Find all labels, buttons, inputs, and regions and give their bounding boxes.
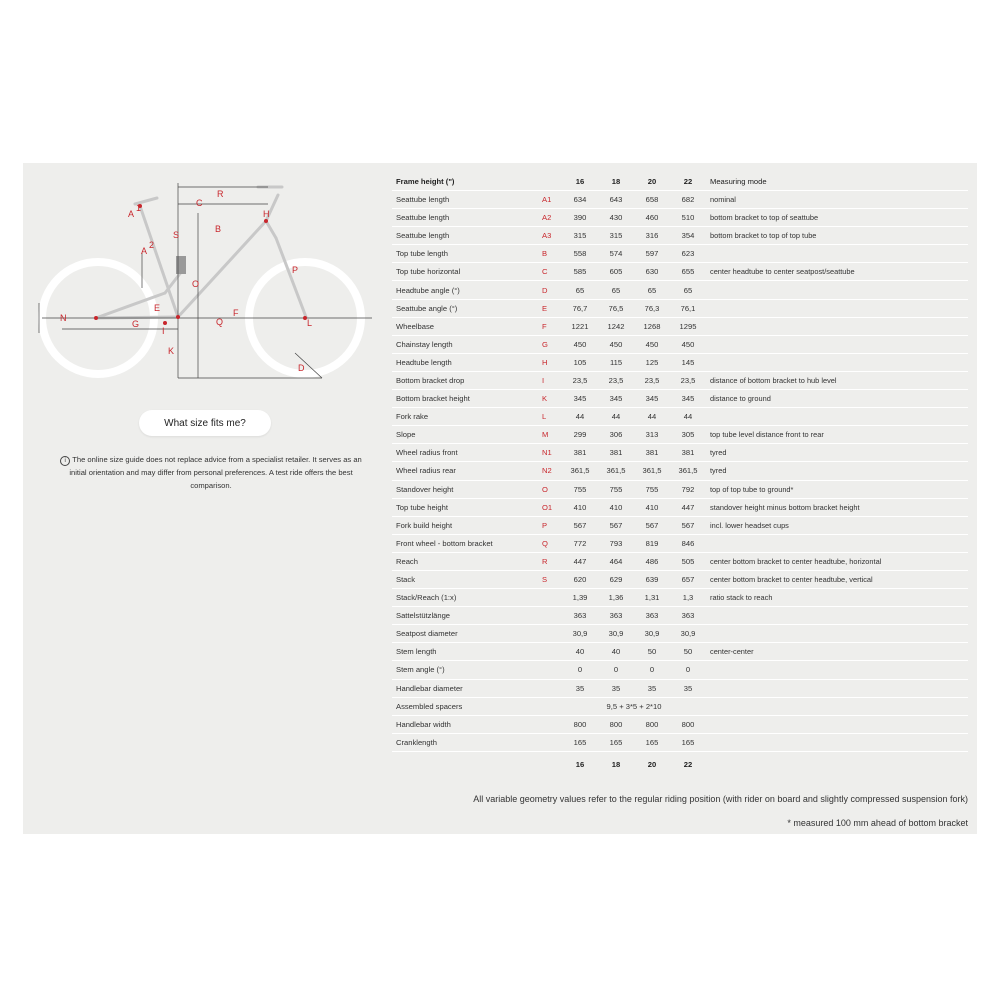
row-value: 0 (562, 661, 598, 679)
row-label: Standover height (392, 480, 538, 498)
row-value: 410 (598, 498, 634, 516)
row-value: 800 (598, 715, 634, 733)
bike-geometry-diagram (32, 173, 372, 388)
row-value: 23,5 (670, 371, 706, 389)
row-code: Q (538, 534, 562, 552)
row-value: 44 (670, 408, 706, 426)
row-label: Headtube angle (°) (392, 281, 538, 299)
table-row (392, 697, 968, 715)
row-value: 345 (562, 390, 598, 408)
row-value: 1242 (598, 317, 634, 335)
row-label: Seattube length (392, 191, 538, 209)
row-code (538, 607, 562, 625)
row-code (538, 715, 562, 733)
table-footer-row (392, 751, 968, 778)
row-description (706, 661, 968, 679)
row-value: 23,5 (598, 371, 634, 389)
table-row (392, 715, 968, 733)
table-row (392, 209, 968, 227)
header-size: 22 (670, 172, 706, 191)
row-description (706, 335, 968, 353)
row-value: 772 (562, 534, 598, 552)
row-value: 105 (562, 353, 598, 371)
row-description (706, 733, 968, 751)
table-row (392, 317, 968, 335)
row-description (706, 697, 968, 715)
row-value: 800 (562, 715, 598, 733)
label-D: D (298, 363, 305, 373)
row-code: B (538, 245, 562, 263)
table-row (392, 498, 968, 516)
label-A2: A (141, 246, 148, 256)
row-value: 361,5 (670, 462, 706, 480)
row-value: 381 (598, 444, 634, 462)
table-row (392, 263, 968, 281)
label-P: P (292, 265, 299, 275)
row-value: 390 (562, 209, 598, 227)
row-description (706, 281, 968, 299)
row-code: C (538, 263, 562, 281)
label-S: S (173, 230, 180, 240)
row-code: O1 (538, 498, 562, 516)
row-value: 1221 (562, 317, 598, 335)
row-label: Slope (392, 426, 538, 444)
row-label: Stem angle (°) (392, 661, 538, 679)
row-value: 1,36 (598, 589, 634, 607)
row-value: 305 (670, 426, 706, 444)
row-description: top of top tube to ground* (706, 480, 968, 498)
row-value: 65 (634, 281, 670, 299)
row-value: 558 (562, 245, 598, 263)
row-description (706, 607, 968, 625)
row-value: 381 (562, 444, 598, 462)
row-value: 643 (598, 191, 634, 209)
row-value: 1295 (670, 317, 706, 335)
row-value: 0 (634, 661, 670, 679)
row-code (538, 661, 562, 679)
row-code: R (538, 552, 562, 570)
row-description (706, 299, 968, 317)
row-value: 1268 (634, 317, 670, 335)
row-label: Seattube angle (°) (392, 299, 538, 317)
table-row (392, 480, 968, 498)
row-value: 44 (562, 408, 598, 426)
footer-size: 20 (647, 760, 657, 770)
row-value: 381 (634, 444, 670, 462)
row-value: 65 (598, 281, 634, 299)
label-L: L (307, 318, 313, 328)
row-value: 655 (670, 263, 706, 281)
row-value: 447 (562, 552, 598, 570)
row-label: Fork rake (392, 408, 538, 426)
row-description (706, 408, 968, 426)
row-value: 354 (670, 227, 706, 245)
row-label: Top tube horizontal (392, 263, 538, 281)
row-description: tyred (706, 462, 968, 480)
row-code: A3 (538, 227, 562, 245)
row-description (706, 625, 968, 643)
row-label: Sattelstützlänge (392, 607, 538, 625)
row-value: 792 (670, 480, 706, 498)
row-value: 23,5 (634, 371, 670, 389)
table-row (392, 390, 968, 408)
row-label: Handlebar diameter (392, 679, 538, 697)
row-value: 819 (634, 534, 670, 552)
disclaimer-text: The online size guide does not replace advice from a specialist retailer. It serves as an initial orientation and may differ from personal preferences. A test ride offers the best comparison. (69, 455, 362, 490)
row-value: 315 (598, 227, 634, 245)
row-description (706, 317, 968, 335)
row-code: L (538, 408, 562, 426)
table-row (392, 191, 968, 209)
row-description (706, 353, 968, 371)
row-value: 800 (670, 715, 706, 733)
table-row (392, 552, 968, 570)
row-value: 634 (562, 191, 598, 209)
row-value: 1,3 (670, 589, 706, 607)
table-row (392, 281, 968, 299)
row-value: 567 (670, 516, 706, 534)
row-value: 30,9 (562, 625, 598, 643)
row-description: center bottom bracket to center headtube, horizontal (706, 552, 968, 570)
table-row (392, 534, 968, 552)
label-A1: A (128, 209, 135, 219)
row-value: 65 (562, 281, 598, 299)
table-row (392, 408, 968, 426)
row-code: S (538, 570, 562, 588)
row-value: 623 (670, 245, 706, 263)
row-value: 800 (634, 715, 670, 733)
row-value: 361,5 (634, 462, 670, 480)
table-row (392, 371, 968, 389)
row-description (706, 534, 968, 552)
geometry-table (392, 172, 968, 778)
label-C: C (196, 198, 203, 208)
row-value-span: 9,5 + 3*5 + 2*10 (562, 697, 706, 715)
row-value: 363 (670, 607, 706, 625)
row-value: 363 (562, 607, 598, 625)
row-description: distance to ground (706, 390, 968, 408)
table-row (392, 589, 968, 607)
row-value: 567 (562, 516, 598, 534)
footer-blank (392, 751, 538, 778)
row-label: Wheel radius front (392, 444, 538, 462)
row-value: 755 (634, 480, 670, 498)
row-value: 313 (634, 426, 670, 444)
row-value: 361,5 (598, 462, 634, 480)
row-value: 0 (670, 661, 706, 679)
row-label: Handlebar width (392, 715, 538, 733)
label-E: E (154, 303, 161, 313)
row-value: 35 (670, 679, 706, 697)
table-row (392, 679, 968, 697)
row-code: G (538, 335, 562, 353)
row-code (538, 625, 562, 643)
what-size-fits-me-button[interactable]: What size fits me? (139, 410, 271, 436)
row-value: 165 (598, 733, 634, 751)
row-code (538, 697, 562, 715)
row-label: Wheelbase (392, 317, 538, 335)
row-value: 315 (562, 227, 598, 245)
row-value: 567 (598, 516, 634, 534)
table-row (392, 625, 968, 643)
row-value: 30,9 (634, 625, 670, 643)
row-value: 0 (598, 661, 634, 679)
row-value: 76,3 (634, 299, 670, 317)
row-value: 755 (598, 480, 634, 498)
row-label: Chainstay length (392, 335, 538, 353)
shock (176, 256, 186, 274)
row-label: Seattube length (392, 227, 538, 245)
table-row (392, 245, 968, 263)
row-value: 682 (670, 191, 706, 209)
row-value: 793 (598, 534, 634, 552)
row-value: 345 (598, 390, 634, 408)
row-code: F (538, 317, 562, 335)
row-value: 486 (634, 552, 670, 570)
row-description: ratio stack to reach (706, 589, 968, 607)
row-value: 846 (670, 534, 706, 552)
table-header-row (392, 172, 968, 191)
row-value: 125 (634, 353, 670, 371)
table-row (392, 570, 968, 588)
row-code (538, 733, 562, 751)
row-code (538, 679, 562, 697)
row-code: D (538, 281, 562, 299)
row-value: 316 (634, 227, 670, 245)
row-value: 460 (634, 209, 670, 227)
row-value: 76,5 (598, 299, 634, 317)
row-code: A1 (538, 191, 562, 209)
row-value: 76,7 (562, 299, 598, 317)
row-code: O (538, 480, 562, 498)
row-value: 44 (598, 408, 634, 426)
row-value: 620 (562, 570, 598, 588)
label-F: F (233, 308, 239, 318)
row-value: 23,5 (562, 371, 598, 389)
row-value: 145 (670, 353, 706, 371)
row-value: 755 (562, 480, 598, 498)
row-value: 1,31 (634, 589, 670, 607)
row-value: 450 (562, 335, 598, 353)
row-label: Stack/Reach (1:x) (392, 589, 538, 607)
row-description: center bottom bracket to center headtube, vertical (706, 570, 968, 588)
row-code (538, 589, 562, 607)
row-label: Bottom bracket height (392, 390, 538, 408)
row-value: 35 (598, 679, 634, 697)
row-value: 363 (634, 607, 670, 625)
header-code-blank (538, 172, 562, 191)
row-value: 345 (670, 390, 706, 408)
row-value: 165 (670, 733, 706, 751)
row-description: bottom bracket to top of seattube (706, 209, 968, 227)
row-description: center-center (706, 643, 968, 661)
header-size: 18 (598, 172, 634, 191)
label-N: N (60, 313, 67, 323)
row-value: 115 (598, 353, 634, 371)
row-value: 363 (598, 607, 634, 625)
row-value: 430 (598, 209, 634, 227)
footer-size: 18 (611, 760, 621, 770)
table-row (392, 607, 968, 625)
footer-blank (538, 751, 562, 778)
disclaimer (52, 453, 370, 492)
row-value: 450 (634, 335, 670, 353)
row-label: Bottom bracket drop (392, 371, 538, 389)
row-code: N2 (538, 462, 562, 480)
row-value: 639 (634, 570, 670, 588)
info-icon: i (60, 456, 70, 466)
row-value: 381 (670, 444, 706, 462)
row-label: Cranklength (392, 733, 538, 751)
label-I: I (162, 326, 165, 336)
row-description: incl. lower headset cups (706, 516, 968, 534)
variable-values-note: All variable geometry values refer to the regular riding position (with rider on board and slightly compressed suspension fork) (473, 794, 968, 804)
label-G: G (132, 319, 140, 329)
row-code: M (538, 426, 562, 444)
table-row (392, 643, 968, 661)
row-value: 657 (670, 570, 706, 588)
header-frame-height: Frame height (") (392, 172, 538, 191)
table-row (392, 462, 968, 480)
row-label: Top tube height (392, 498, 538, 516)
table-row (392, 444, 968, 462)
row-code: K (538, 390, 562, 408)
row-description (706, 245, 968, 263)
row-description: tyred (706, 444, 968, 462)
label-H: H (263, 209, 270, 219)
row-value: 165 (562, 733, 598, 751)
row-value: 574 (598, 245, 634, 263)
row-description: nominal (706, 191, 968, 209)
header-size: 20 (634, 172, 670, 191)
row-value: 629 (598, 570, 634, 588)
row-description: standover height minus bottom bracket height (706, 498, 968, 516)
row-value: 30,9 (598, 625, 634, 643)
row-description: distance of bottom bracket to hub level (706, 371, 968, 389)
row-value: 44 (634, 408, 670, 426)
row-value: 50 (670, 643, 706, 661)
table-row (392, 661, 968, 679)
label-B: B (215, 224, 222, 234)
label-K: K (168, 346, 175, 356)
row-value: 510 (670, 209, 706, 227)
table-row (392, 733, 968, 751)
row-value: 40 (598, 643, 634, 661)
row-value: 447 (670, 498, 706, 516)
row-value: 1,39 (562, 589, 598, 607)
footer-size: 22 (683, 760, 693, 770)
row-description (706, 679, 968, 697)
row-code: E (538, 299, 562, 317)
row-value: 410 (634, 498, 670, 516)
row-value: 464 (598, 552, 634, 570)
row-value: 597 (634, 245, 670, 263)
row-value: 40 (562, 643, 598, 661)
label-Q: Q (216, 317, 224, 327)
table-row (392, 516, 968, 534)
row-value: 630 (634, 263, 670, 281)
measured-note: * measured 100 mm ahead of bottom bracket (787, 818, 968, 828)
row-value: 65 (670, 281, 706, 299)
table-row (392, 353, 968, 371)
row-value: 585 (562, 263, 598, 281)
row-value: 361,5 (562, 462, 598, 480)
row-code: I (538, 371, 562, 389)
row-label: Wheel radius rear (392, 462, 538, 480)
row-value: 165 (634, 733, 670, 751)
footer-size: 16 (575, 760, 585, 770)
row-value: 76,1 (670, 299, 706, 317)
row-code (538, 643, 562, 661)
row-description (706, 715, 968, 733)
row-description: center headtube to center seatpost/seattube (706, 263, 968, 281)
row-label: Seatpost diameter (392, 625, 538, 643)
label-A1-sup: 1 (136, 203, 142, 213)
row-label: Assembled spacers (392, 697, 538, 715)
label-O: O (192, 279, 200, 289)
row-value: 450 (670, 335, 706, 353)
row-code: N1 (538, 444, 562, 462)
row-label: Front wheel - bottom bracket (392, 534, 538, 552)
row-description: bottom bracket to top of top tube (706, 227, 968, 245)
row-label: Stem length (392, 643, 538, 661)
row-value: 345 (634, 390, 670, 408)
row-label: Headtube length (392, 353, 538, 371)
row-value: 306 (598, 426, 634, 444)
row-code: P (538, 516, 562, 534)
row-value: 605 (598, 263, 634, 281)
row-label: Reach (392, 552, 538, 570)
row-value: 410 (562, 498, 598, 516)
row-value: 450 (598, 335, 634, 353)
row-value: 50 (634, 643, 670, 661)
row-label: Fork build height (392, 516, 538, 534)
header-measuring-mode: Measuring mode (706, 172, 968, 191)
row-label: Top tube length (392, 245, 538, 263)
row-value: 30,9 (670, 625, 706, 643)
row-value: 658 (634, 191, 670, 209)
row-value: 567 (634, 516, 670, 534)
table-row (392, 227, 968, 245)
row-value: 299 (562, 426, 598, 444)
row-description: top tube level distance front to rear (706, 426, 968, 444)
footer-blank (706, 751, 968, 778)
table-row (392, 335, 968, 353)
row-label: Stack (392, 570, 538, 588)
row-value: 35 (634, 679, 670, 697)
row-label: Seattube length (392, 209, 538, 227)
table-row (392, 426, 968, 444)
label-A2-sup: 2 (149, 240, 155, 250)
header-size: 16 (562, 172, 598, 191)
row-code: H (538, 353, 562, 371)
row-value: 35 (562, 679, 598, 697)
table-row (392, 299, 968, 317)
row-value: 505 (670, 552, 706, 570)
row-code: A2 (538, 209, 562, 227)
label-R: R (217, 189, 224, 199)
